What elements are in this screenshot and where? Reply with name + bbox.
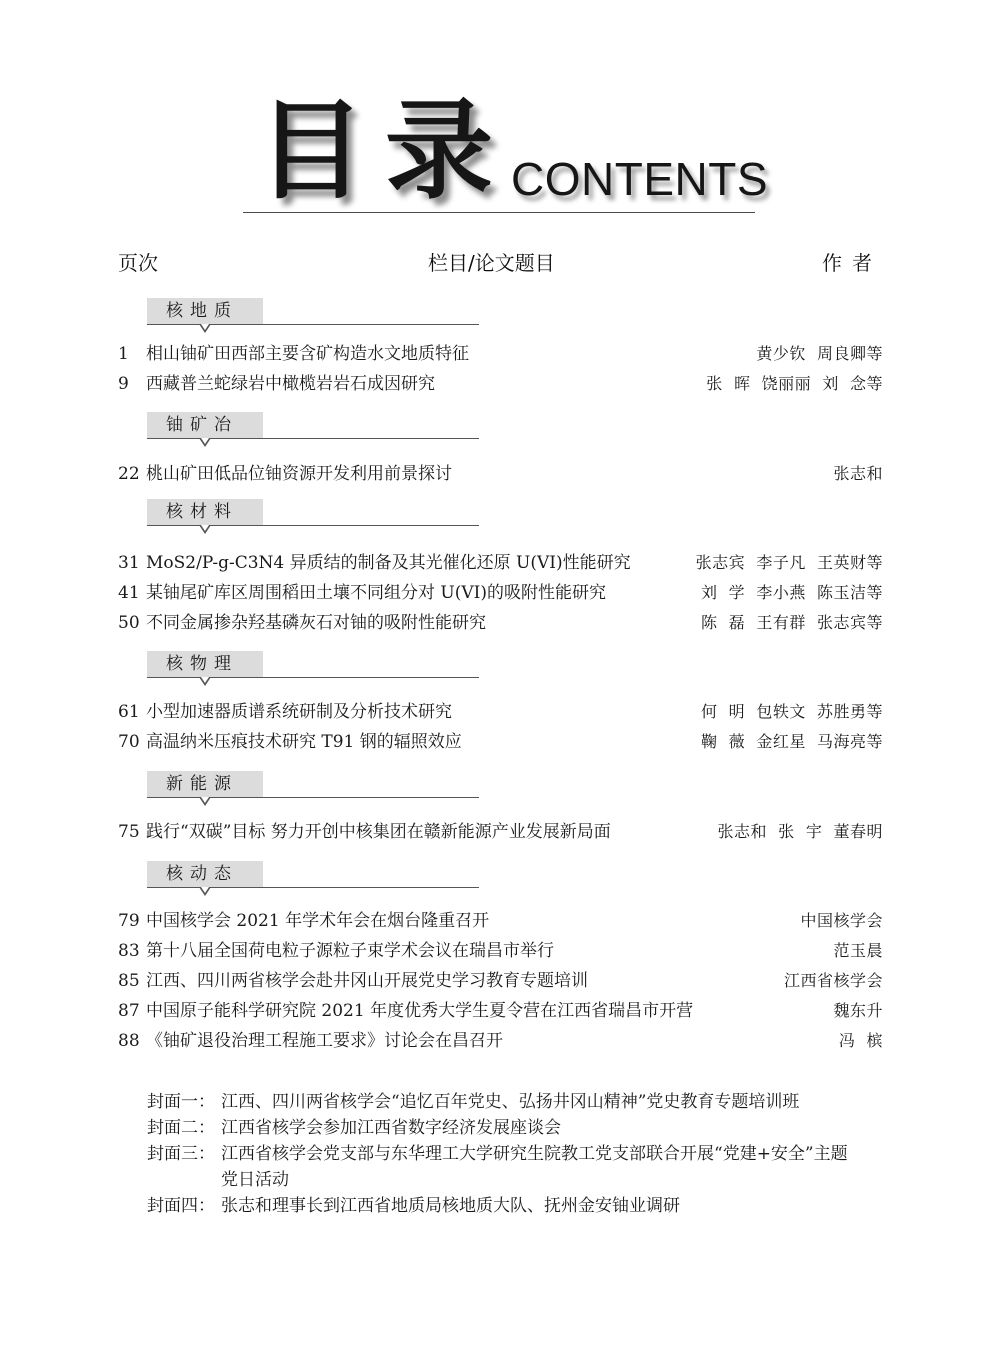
entry-author: 中国核学会 [800,911,883,930]
toc-entry[interactable] [0,968,1000,994]
entry-page: 88 [118,1031,140,1051]
entry-author: 陈 磊 王有群 张志宾等 [700,613,883,632]
cover-text: 江西省核学会参加江西省数字经济发展座谈会 [221,1118,561,1138]
toc-entry[interactable] [0,580,1000,606]
cover-text: 张志和理事长到江西省地质局核地质大队、抚州金安铀业调研 [221,1196,680,1216]
entry-title: 相山铀矿田西部主要含矿构造水文地质特征 [146,344,469,364]
toc-entry[interactable] [0,998,1000,1024]
section-rule [147,797,479,798]
entry-title: 践行“双碳”目标 努力开创中核集团在赣新能源产业发展新局面 [146,822,611,842]
column-header-author: 作者 [822,251,882,275]
entry-author: 刘 学 李小燕 陈玉洁等 [700,583,883,602]
entry-page: 75 [118,822,140,842]
entry-page: 1 [118,344,129,364]
toc-entry[interactable] [0,729,1000,755]
entry-author: 魏东升 [833,1001,883,1020]
page-title-english: CONTENTS [511,153,768,205]
entry-page: 85 [118,971,140,991]
entry-author: 张志宾 李子凡 王英财等 [695,553,883,572]
section-header [147,499,479,535]
cover-note [147,1115,907,1141]
section-rule [147,324,479,325]
section-label: 核材料 [147,499,263,525]
section-rule [147,438,479,439]
section-label: 核动态 [147,861,263,887]
toc-entry[interactable] [0,461,1000,487]
entry-title: 小型加速器质谱系统研制及分析技术研究 [146,702,452,722]
toc-entry[interactable] [0,908,1000,934]
toc-entry[interactable] [0,550,1000,576]
entry-author: 张志和 张 宇 董春明 [717,822,883,841]
entry-page: 79 [118,911,140,931]
entry-title: 桃山矿田低品位铀资源开发利用前景探讨 [146,464,452,484]
entry-author: 江西省核学会 [783,971,883,990]
cover-note [147,1141,907,1193]
toc-entry[interactable] [0,699,1000,725]
toc-entry[interactable] [0,341,1000,367]
toc-entry[interactable] [0,819,1000,845]
entry-title: 江西、四川两省核学会赴井冈山开展党史学习教育专题培训 [146,971,588,991]
toc-entry[interactable] [0,371,1000,397]
section-rule [147,525,479,526]
entry-author: 张志和 [833,464,883,483]
entry-author: 何 明 包轶文 苏胜勇等 [700,702,883,721]
toc-entry[interactable] [0,610,1000,636]
entry-title: MoS2/P-g-C3N4 异质结的制备及其光催化还原 U(VI)性能研究 [146,553,631,573]
cover-label: 封面二： [147,1118,215,1138]
entry-page: 61 [118,702,140,722]
page-title-chinese: 目录 [257,89,514,214]
entry-page: 31 [118,553,140,573]
section-header [147,412,479,448]
entry-page: 83 [118,941,140,961]
entry-author: 张 晖 饶丽丽 刘 念等 [706,374,883,393]
section-label: 核地质 [147,298,263,324]
toc-entry[interactable] [0,938,1000,964]
cover-note [147,1193,907,1219]
entry-title: 中国原子能科学研究院 2021 年度优秀大学生夏令营在江西省瑞昌市开营 [146,1001,694,1021]
cover-text: 江西省核学会党支部与东华理工大学研究生院教工党支部联合开展“党建+安全”主题党日活动 [221,1144,848,1190]
section-header [147,861,479,897]
entry-page: 41 [118,583,140,603]
section-header [147,771,479,807]
entry-title: 某铀尾矿库区周围稻田土壤不同组分对 U(VI)的吸附性能研究 [146,583,606,603]
entry-title: 《铀矿退役治理工程施工要求》讨论会在昌召开 [146,1031,503,1051]
section-header [147,298,479,334]
column-header-title: 栏目/论文题目 [428,251,555,275]
entry-title: 中国核学会 2021 年学术年会在烟台隆重召开 [146,911,490,931]
entry-title: 西藏普兰蛇绿岩中橄榄岩岩石成因研究 [146,374,435,394]
cover-label: 封面三： [147,1144,215,1164]
toc-entry[interactable] [0,1028,1000,1054]
entry-page: 87 [118,1001,140,1021]
section-header [147,651,479,687]
entry-title: 第十八届全国荷电粒子源粒子束学术会议在瑞昌市举行 [146,941,554,961]
entry-author: 范玉晨 [833,941,883,960]
entry-page: 9 [118,374,129,394]
entry-title: 高温纳米压痕技术研究 T91 钢的辐照效应 [146,732,462,752]
entry-title: 不同金属掺杂羟基磷灰石对铀的吸附性能研究 [146,613,486,633]
cover-label: 封面一： [147,1092,215,1112]
section-label: 铀矿冶 [147,412,263,438]
section-rule [147,677,479,678]
cover-note [147,1089,907,1115]
entry-page: 22 [118,464,140,484]
cover-text: 江西、四川两省核学会“追忆百年党史、弘扬井冈山精神”党史教育专题培训班 [221,1092,800,1112]
entry-author: 黄少钦 周良卿等 [756,344,883,363]
section-label: 新能源 [147,771,263,797]
section-rule [147,887,479,888]
cover-label: 封面四： [147,1196,215,1216]
entry-page: 70 [118,732,140,752]
entry-author: 鞠 薇 金红星 马海亮等 [700,732,883,751]
section-label: 核物理 [147,651,263,677]
column-header-page: 页次 [118,251,158,275]
page-title-block [243,89,768,216]
title-underline [243,212,755,213]
entry-author: 冯 槟 [838,1031,883,1050]
entry-page: 50 [118,613,140,633]
